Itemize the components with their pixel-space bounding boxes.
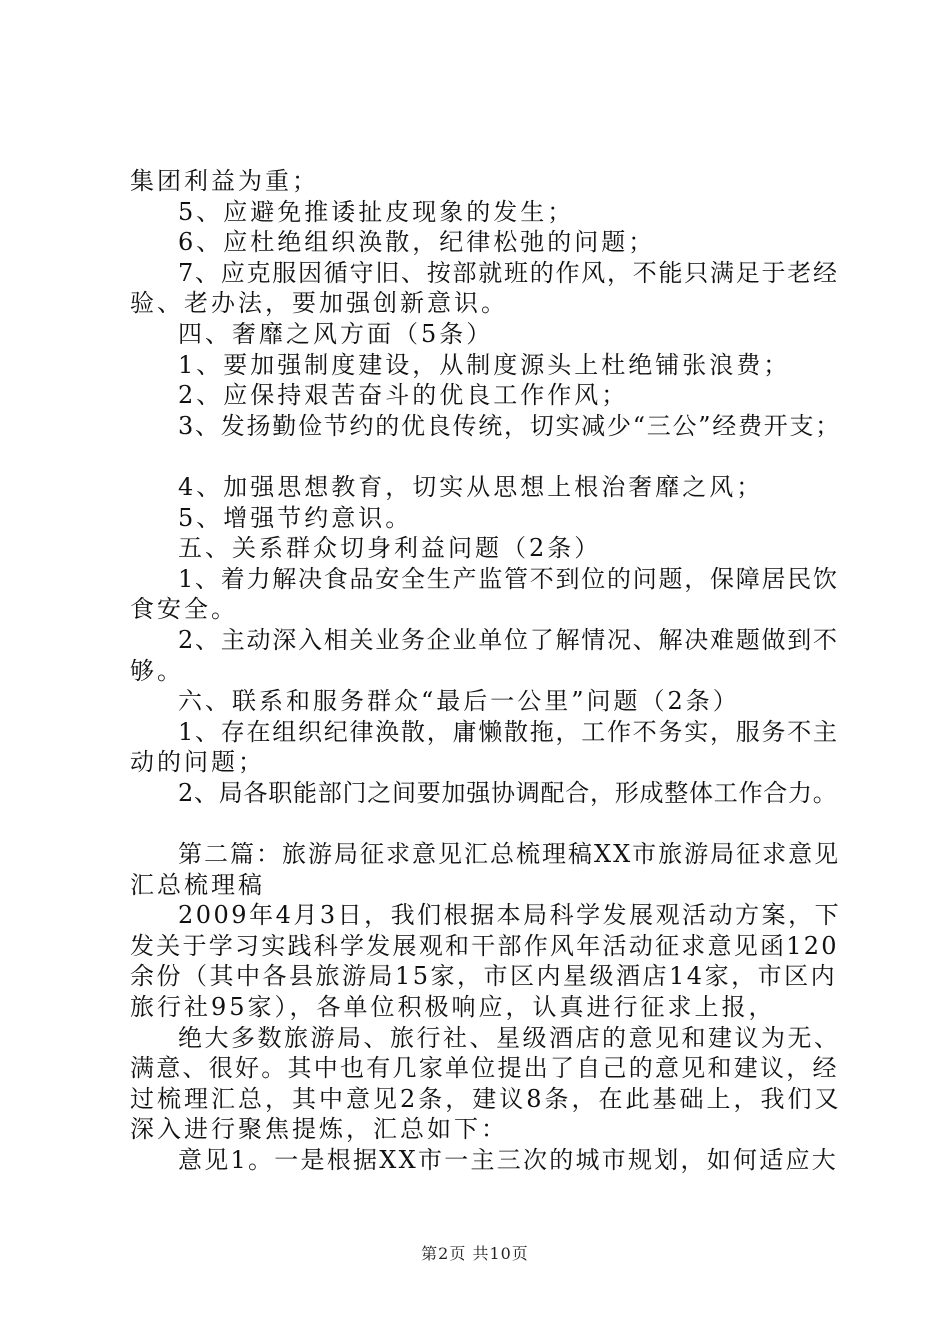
blank-line [130, 441, 842, 472]
text-line: 集团利益为重； [130, 167, 319, 195]
text-line: 2009年4月3日，我们根据本局科学发展观活动方案，下 [178, 901, 842, 930]
text-line: 深入进行聚焦提炼，汇总如下： [130, 1115, 508, 1144]
text-line: 2、主动深入相关业务企业单位了解情况、解决难题做到不 [178, 625, 839, 654]
text-line: 1、要加强制度建设，从制度源头上杜绝铺张浪费； [178, 350, 791, 379]
text-line: 5、增强节约意识。 [178, 503, 413, 532]
text-line: 过梳理汇总，其中意见2条，建议8条，在此基础上，我们又 [130, 1084, 842, 1113]
text-line: 满意、很好。其中也有几家单位提出了自己的意见和建议，经 [130, 1054, 839, 1083]
page-number: 第2页 共10页 [421, 1244, 529, 1263]
text-line: 1、着力解决食品安全生产监管不到位的问题，保障居民饮 [178, 564, 839, 593]
text-line: 6、应杜绝组织涣散，纪律松弛的问题； [178, 228, 656, 257]
chapter-title: 第二篇：旅游局征求意见汇总梳理稿XX市旅游局征求意见 [178, 840, 841, 869]
text-line: 旅行社95家），各单位积极响应，认真进行征求上报， [130, 993, 776, 1022]
chapter-title: 汇总梳理稿 [130, 870, 265, 899]
text-line: 动的问题； [130, 748, 265, 777]
text-line: 5、应避免推诿扯皮现象的发生； [178, 197, 575, 226]
text-line: 2、局各职能部门之间要加强协调配合，形成整体工作合力。 [178, 778, 838, 807]
text-line: 意见1。一是根据XX市一主三次的城市规划，如何适应大 [178, 1146, 838, 1174]
text-line: 余份（其中各县旅游局15家，市区内星级酒店14家，市区内 [130, 962, 838, 991]
text-line: 绝大多数旅游局、旅行社、星级酒店的意见和建议为无、 [178, 1023, 841, 1052]
text-line: 发关于学习实践科学发展观和干部作风年活动征求意见函120 [130, 931, 839, 960]
text-line: 3、发扬勤俭节约的优良传统，切实减少“三公”经费开支； [178, 411, 842, 440]
section-heading: 六、联系和服务群众“最后一公里”问题（2条） [178, 687, 740, 716]
text-line: 4、加强思想教育，切实从思想上根治奢靡之风； [178, 472, 764, 501]
text-line: 1、存在组织纪律涣散，庸懒散拖，工作不务实，服务不主 [178, 717, 839, 746]
text-line: 2、应保持艰苦奋斗的优良工作作风； [178, 381, 629, 410]
section-heading: 五、关系群众切身利益问题（2条） [178, 534, 602, 563]
text-line: 7、应克服因循守旧、按部就班的作风，不能只满足于老经 [178, 258, 839, 287]
text-line: 验、老办法，要加强创新意识。 [130, 289, 508, 318]
document-body [130, 166, 842, 1176]
blank-line [130, 808, 842, 839]
text-line: 食安全。 [130, 595, 238, 624]
section-heading: 四、奢靡之风方面（5条） [178, 319, 494, 348]
text-line: 够。 [130, 656, 184, 685]
